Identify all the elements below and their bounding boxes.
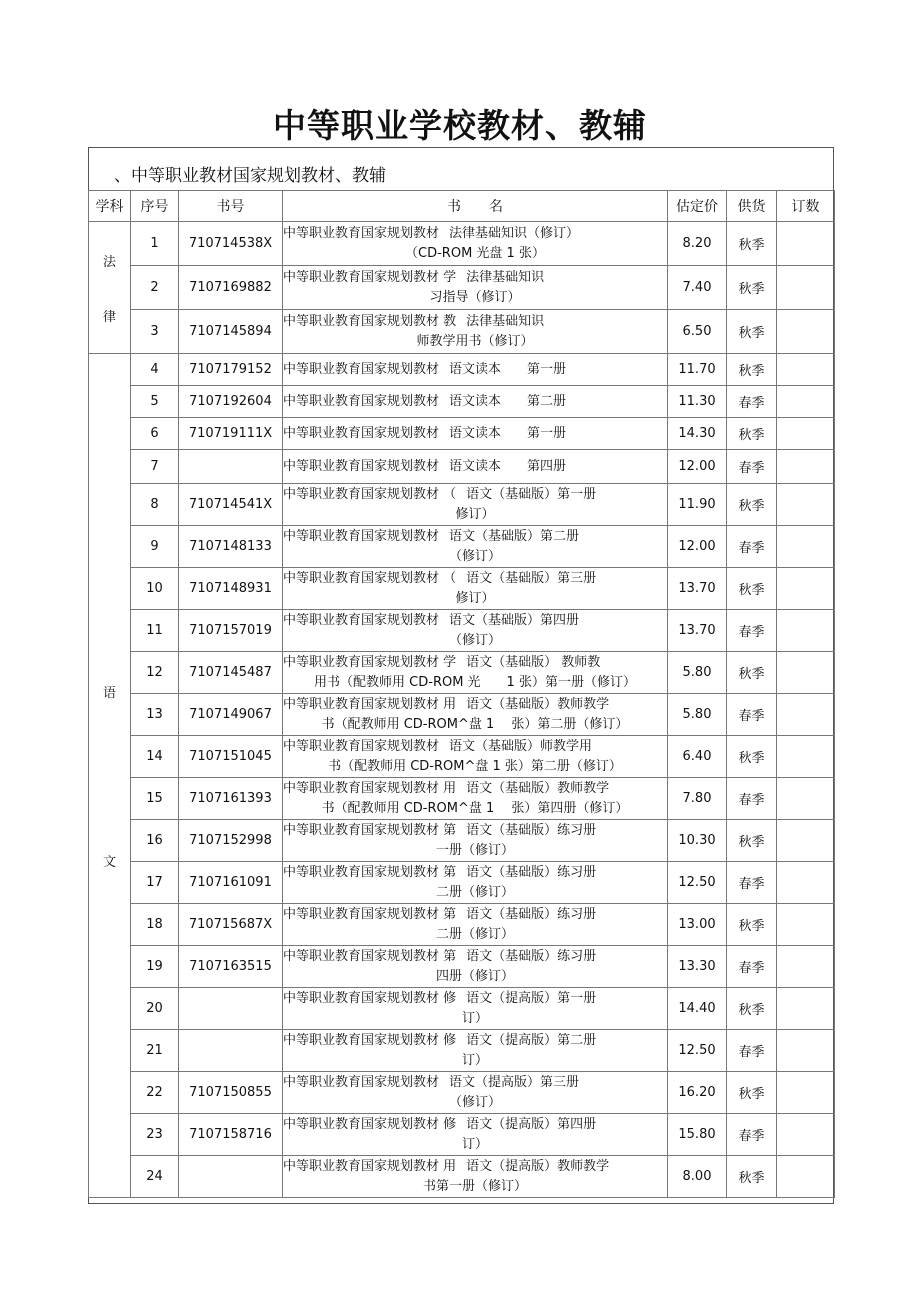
series-text: 中等职业教育国家规划教材 第 xyxy=(283,822,457,838)
supply-cell: 秋季 xyxy=(727,988,777,1030)
name-continuation: 一册（修订） xyxy=(435,842,514,858)
supply-cell: 春季 xyxy=(727,610,777,652)
seq-cell: 14 xyxy=(131,736,179,778)
order-cell[interactable] xyxy=(777,1156,835,1198)
name-line xyxy=(283,424,667,444)
price-cell: 11.30 xyxy=(668,386,727,418)
seq-cell: 12 xyxy=(131,652,179,694)
header-price: 估定价 xyxy=(668,191,727,222)
name-cell xyxy=(283,988,668,1030)
name-line xyxy=(283,1157,667,1177)
order-cell[interactable] xyxy=(777,222,835,266)
book-title: 语文读本 第四册 xyxy=(449,458,567,474)
supply-cell: 秋季 xyxy=(727,418,777,450)
name-line xyxy=(283,360,667,380)
isbn-cell: 710714541X xyxy=(179,484,283,526)
price-cell: 11.90 xyxy=(668,484,727,526)
isbn-cell: 7107169882 xyxy=(179,266,283,310)
seq-cell: 15 xyxy=(131,778,179,820)
order-cell[interactable] xyxy=(777,946,835,988)
order-cell[interactable] xyxy=(777,418,835,450)
name-line xyxy=(283,1115,667,1135)
name-cell xyxy=(283,820,668,862)
name-continuation: （修订） xyxy=(448,1094,501,1110)
book-title: 语文（提高版）第二册 xyxy=(466,1032,597,1048)
table-row xyxy=(89,526,835,568)
name-continuation: 修订） xyxy=(455,506,495,522)
series-text: 中等职业教育国家规划教材 用 xyxy=(283,780,457,796)
name-cell xyxy=(283,1114,668,1156)
name-cell xyxy=(283,904,668,946)
section-heading: 、中等职业教材国家规划教材、教辅 xyxy=(114,166,386,186)
name-cell xyxy=(283,310,668,354)
name-cell xyxy=(283,222,668,266)
order-cell[interactable] xyxy=(777,1114,835,1156)
order-cell[interactable] xyxy=(777,904,835,946)
name-line xyxy=(283,653,667,673)
table-row xyxy=(89,418,835,450)
name-continuation: 书（配教师用 CD-ROM^盘 1 张）第二册（修订） xyxy=(328,758,622,774)
supply-cell: 春季 xyxy=(727,694,777,736)
name-continuation: （修订） xyxy=(448,632,501,648)
isbn-cell: 7107161091 xyxy=(179,862,283,904)
price-cell: 12.00 xyxy=(668,450,727,484)
seq-cell: 19 xyxy=(131,946,179,988)
book-title: 语文读本 第二册 xyxy=(449,393,567,409)
table-row xyxy=(89,904,835,946)
name-line xyxy=(283,392,667,412)
book-title: 语文（基础版）第二册 xyxy=(449,528,580,544)
order-cell[interactable] xyxy=(777,862,835,904)
name-continuation: （修订） xyxy=(448,548,501,564)
name-continuation: 四册（修订） xyxy=(435,968,514,984)
book-title: 语文（基础版）第一册 xyxy=(466,486,597,502)
order-cell[interactable] xyxy=(777,652,835,694)
name-continuation: 修订） xyxy=(455,590,495,606)
supply-cell: 秋季 xyxy=(727,1156,777,1198)
table-row xyxy=(89,222,835,266)
name-line xyxy=(283,737,667,757)
price-cell: 12.50 xyxy=(668,1030,727,1072)
book-title: 语文（基础版）练习册 xyxy=(466,948,597,964)
header-seq: 序号 xyxy=(131,191,179,222)
header-order: 订数 xyxy=(777,191,835,222)
price-cell: 14.30 xyxy=(668,418,727,450)
book-title: 法律基础知识 xyxy=(466,269,545,285)
seq-cell: 2 xyxy=(131,266,179,310)
name-line xyxy=(283,905,667,925)
name-continuation: （CD-ROM 光盘 1 张） xyxy=(405,245,545,261)
subject-cell xyxy=(89,354,131,1198)
order-cell[interactable] xyxy=(777,694,835,736)
subject-char: 语 xyxy=(102,685,116,701)
table-row xyxy=(89,1114,835,1156)
name-cell xyxy=(283,1030,668,1072)
isbn-cell: 7107150855 xyxy=(179,1072,283,1114)
series-text: 中等职业教育国家规划教材 学 xyxy=(283,269,457,285)
subject-char: 法 xyxy=(102,254,116,270)
seq-cell: 4 xyxy=(131,354,179,386)
seq-cell: 6 xyxy=(131,418,179,450)
series-text: 中等职业教育国家规划教材 xyxy=(283,361,440,377)
order-cell[interactable] xyxy=(777,736,835,778)
page-title: 中等职业学校教材、教辅 xyxy=(273,106,647,145)
name-continuation: 书（配教师用 CD-ROM^盘 1 张）第四册（修订） xyxy=(321,800,629,816)
header-name: 书 名 xyxy=(283,191,668,222)
price-cell: 8.20 xyxy=(668,222,727,266)
book-title: 语文（提高版）第三册 xyxy=(449,1074,580,1090)
table-row xyxy=(89,1030,835,1072)
book-title: 语文读本 第一册 xyxy=(449,425,567,441)
seq-cell: 7 xyxy=(131,450,179,484)
book-title: 语文读本 第一册 xyxy=(449,361,567,377)
name-cell xyxy=(283,450,668,484)
supply-cell: 春季 xyxy=(727,946,777,988)
book-title: 语文（提高版）第四册 xyxy=(466,1116,597,1132)
isbn-cell: 7107148931 xyxy=(179,568,283,610)
table-row xyxy=(89,568,835,610)
book-title: 语文（提高版）教师教学 xyxy=(466,1158,610,1174)
price-cell: 5.80 xyxy=(668,694,727,736)
series-text: 中等职业教育国家规划教材 第 xyxy=(283,906,457,922)
order-cell[interactable] xyxy=(777,450,835,484)
supply-cell: 秋季 xyxy=(727,568,777,610)
isbn-cell: 7107149067 xyxy=(179,694,283,736)
order-cell[interactable] xyxy=(777,778,835,820)
supply-cell: 秋季 xyxy=(727,354,777,386)
price-cell: 8.00 xyxy=(668,1156,727,1198)
order-cell[interactable] xyxy=(777,568,835,610)
table-row xyxy=(89,450,835,484)
book-title: 语文（基础版）师教学用 xyxy=(449,738,593,754)
table-row xyxy=(89,354,835,386)
price-cell: 7.80 xyxy=(668,778,727,820)
series-text: 中等职业教育国家规划教材 第 xyxy=(283,948,457,964)
series-text: 中等职业教育国家规划教材 xyxy=(283,425,440,441)
seq-cell: 24 xyxy=(131,1156,179,1198)
name-line xyxy=(283,863,667,883)
subject-char: 律 xyxy=(102,309,116,325)
table-row xyxy=(89,266,835,310)
table-row xyxy=(89,386,835,418)
series-text: 中等职业教育国家规划教材 （ xyxy=(283,570,457,586)
name-continuation: 习指导（修订） xyxy=(429,289,521,305)
seq-cell: 9 xyxy=(131,526,179,568)
header-subject: 学科 xyxy=(89,191,131,222)
name-continuation: 二册（修订） xyxy=(435,926,514,942)
isbn-cell: 7107151045 xyxy=(179,736,283,778)
name-continuation: 订） xyxy=(461,1136,488,1152)
name-cell xyxy=(283,386,668,418)
supply-cell: 秋季 xyxy=(727,1072,777,1114)
order-cell[interactable] xyxy=(777,386,835,418)
series-text: 中等职业教育国家规划教材 xyxy=(283,738,440,754)
name-line xyxy=(283,779,667,799)
seq-cell: 22 xyxy=(131,1072,179,1114)
supply-cell: 秋季 xyxy=(727,310,777,354)
series-text: 中等职业教育国家规划教材 用 xyxy=(283,1158,457,1174)
table-row xyxy=(89,862,835,904)
name-continuation: 订） xyxy=(461,1010,488,1026)
supply-cell: 春季 xyxy=(727,1030,777,1072)
name-continuation: 书第一册（修订） xyxy=(422,1178,527,1194)
seq-cell: 21 xyxy=(131,1030,179,1072)
name-line xyxy=(283,989,667,1009)
isbn-cell: 7107157019 xyxy=(179,610,283,652)
isbn-cell: 710714538X xyxy=(179,222,283,266)
supply-cell: 秋季 xyxy=(727,820,777,862)
name-cell xyxy=(283,778,668,820)
name-cell xyxy=(283,484,668,526)
price-cell: 7.40 xyxy=(668,266,727,310)
book-title: 法律基础知识 xyxy=(466,313,545,329)
price-cell: 13.00 xyxy=(668,904,727,946)
price-cell: 14.40 xyxy=(668,988,727,1030)
supply-cell: 秋季 xyxy=(727,222,777,266)
price-cell: 12.00 xyxy=(668,526,727,568)
seq-cell: 8 xyxy=(131,484,179,526)
isbn-cell: 7107192604 xyxy=(179,386,283,418)
name-cell xyxy=(283,1156,668,1198)
name-cell xyxy=(283,418,668,450)
name-line xyxy=(283,457,667,477)
price-cell: 11.70 xyxy=(668,354,727,386)
isbn-cell: 710715687X xyxy=(179,904,283,946)
price-cell: 10.30 xyxy=(668,820,727,862)
book-title: 语文（提高版）第一册 xyxy=(466,990,597,1006)
isbn-cell: 7107152998 xyxy=(179,820,283,862)
supply-cell: 春季 xyxy=(727,1114,777,1156)
name-cell xyxy=(283,1072,668,1114)
isbn-cell xyxy=(179,1156,283,1198)
name-line xyxy=(283,527,667,547)
name-cell xyxy=(283,946,668,988)
order-cell[interactable] xyxy=(777,988,835,1030)
price-cell: 6.40 xyxy=(668,736,727,778)
name-cell xyxy=(283,354,668,386)
series-text: 中等职业教育国家规划教材 （ xyxy=(283,486,457,502)
series-text: 中等职业教育国家规划教材 xyxy=(283,528,440,544)
table-row xyxy=(89,1156,835,1198)
table-row xyxy=(89,310,835,354)
series-text: 中等职业教育国家规划教材 xyxy=(283,458,440,474)
series-text: 中等职业教育国家规划教材 学 xyxy=(283,654,457,670)
name-line xyxy=(283,268,667,288)
order-cell[interactable] xyxy=(777,1030,835,1072)
name-line xyxy=(283,224,667,244)
seq-cell: 3 xyxy=(131,310,179,354)
supply-cell: 秋季 xyxy=(727,904,777,946)
seq-cell: 17 xyxy=(131,862,179,904)
seq-cell: 11 xyxy=(131,610,179,652)
table-row xyxy=(89,736,835,778)
name-line xyxy=(283,821,667,841)
name-cell xyxy=(283,652,668,694)
name-continuation: 师教学用书（修订） xyxy=(416,333,534,349)
book-title: 语文（基础版）练习册 xyxy=(466,822,597,838)
book-title: 语文（基础版）第三册 xyxy=(466,570,597,586)
table-header-row xyxy=(89,191,835,222)
series-text: 中等职业教育国家规划教材 用 xyxy=(283,696,457,712)
table-row xyxy=(89,484,835,526)
order-cell[interactable] xyxy=(777,310,835,354)
book-title: 语文（基础版）练习册 xyxy=(466,864,597,880)
isbn-cell: 7107179152 xyxy=(179,354,283,386)
isbn-cell xyxy=(179,1030,283,1072)
book-title: 语文（基础版）第四册 xyxy=(449,612,580,628)
table-row xyxy=(89,820,835,862)
seq-cell: 13 xyxy=(131,694,179,736)
name-cell xyxy=(283,266,668,310)
name-line xyxy=(283,569,667,589)
series-text: 中等职业教育国家规划教材 教 xyxy=(283,313,457,329)
name-line xyxy=(283,611,667,631)
series-text: 中等职业教育国家规划教材 修 xyxy=(283,990,457,1006)
header-supply: 供货 xyxy=(727,191,777,222)
table-body xyxy=(89,222,835,1198)
book-title: 法律基础知识（修订） xyxy=(449,225,580,241)
price-cell: 13.30 xyxy=(668,946,727,988)
table-row xyxy=(89,652,835,694)
order-cell[interactable] xyxy=(777,1072,835,1114)
table-row xyxy=(89,1072,835,1114)
series-text: 中等职业教育国家规划教材 第 xyxy=(283,864,457,880)
subject-cell xyxy=(89,222,131,354)
name-cell xyxy=(283,526,668,568)
isbn-cell: 7107148133 xyxy=(179,526,283,568)
table-row xyxy=(89,694,835,736)
series-text: 中等职业教育国家规划教材 xyxy=(283,612,440,628)
price-cell: 15.80 xyxy=(668,1114,727,1156)
series-text: 中等职业教育国家规划教材 xyxy=(283,225,440,241)
price-cell: 13.70 xyxy=(668,568,727,610)
order-cell[interactable] xyxy=(777,526,835,568)
name-continuation: 用书（配教师用 CD-ROM 光 1 张）第一册（修订） xyxy=(314,674,636,690)
seq-cell: 1 xyxy=(131,222,179,266)
supply-cell: 春季 xyxy=(727,778,777,820)
isbn-cell xyxy=(179,988,283,1030)
isbn-cell: 7107163515 xyxy=(179,946,283,988)
order-cell[interactable] xyxy=(777,610,835,652)
order-cell[interactable] xyxy=(777,484,835,526)
name-line xyxy=(283,1073,667,1093)
seq-cell: 23 xyxy=(131,1114,179,1156)
name-line xyxy=(283,1031,667,1051)
supply-cell: 春季 xyxy=(727,862,777,904)
name-cell xyxy=(283,694,668,736)
price-cell: 13.70 xyxy=(668,610,727,652)
table-row xyxy=(89,946,835,988)
table-row xyxy=(89,988,835,1030)
header-isbn: 书号 xyxy=(179,191,283,222)
series-text: 中等职业教育国家规划教材 修 xyxy=(283,1116,457,1132)
name-continuation: 书（配教师用 CD-ROM^盘 1 张）第二册（修订） xyxy=(321,716,629,732)
isbn-cell: 7107145894 xyxy=(179,310,283,354)
name-continuation: 订） xyxy=(461,1052,488,1068)
name-line xyxy=(283,695,667,715)
isbn-cell xyxy=(179,450,283,484)
book-title: 语文（基础版）教师教学 xyxy=(466,780,610,796)
supply-cell: 秋季 xyxy=(727,266,777,310)
seq-cell: 10 xyxy=(131,568,179,610)
isbn-cell: 7107161393 xyxy=(179,778,283,820)
order-cell[interactable] xyxy=(777,820,835,862)
book-title: 语文（基础版） 教师教 xyxy=(466,654,601,670)
supply-cell: 秋季 xyxy=(727,484,777,526)
subject-char: 文 xyxy=(102,854,116,870)
seq-cell: 5 xyxy=(131,386,179,418)
book-title: 语文（基础版）练习册 xyxy=(466,906,597,922)
series-text: 中等职业教育国家规划教材 xyxy=(283,1074,440,1090)
supply-cell: 秋季 xyxy=(727,652,777,694)
supply-cell: 春季 xyxy=(727,526,777,568)
name-line xyxy=(283,947,667,967)
book-title: 语文（基础版）教师教学 xyxy=(466,696,610,712)
name-continuation: 二册（修订） xyxy=(435,884,514,900)
price-cell: 6.50 xyxy=(668,310,727,354)
series-text: 中等职业教育国家规划教材 xyxy=(283,393,440,409)
name-cell xyxy=(283,736,668,778)
name-line xyxy=(283,485,667,505)
table-row xyxy=(89,610,835,652)
seq-cell: 20 xyxy=(131,988,179,1030)
order-cell[interactable] xyxy=(777,266,835,310)
supply-cell: 春季 xyxy=(727,386,777,418)
name-cell xyxy=(283,568,668,610)
supply-cell: 春季 xyxy=(727,450,777,484)
price-cell: 5.80 xyxy=(668,652,727,694)
isbn-cell: 710719111X xyxy=(179,418,283,450)
name-cell xyxy=(283,610,668,652)
table-row xyxy=(89,778,835,820)
name-cell xyxy=(283,862,668,904)
order-cell[interactable] xyxy=(777,354,835,386)
isbn-cell: 7107145487 xyxy=(179,652,283,694)
isbn-cell: 7107158716 xyxy=(179,1114,283,1156)
price-cell: 16.20 xyxy=(668,1072,727,1114)
seq-cell: 18 xyxy=(131,904,179,946)
price-cell: 12.50 xyxy=(668,862,727,904)
book-table xyxy=(88,190,835,1198)
series-text: 中等职业教育国家规划教材 修 xyxy=(283,1032,457,1048)
supply-cell: 秋季 xyxy=(727,736,777,778)
seq-cell: 16 xyxy=(131,820,179,862)
name-line xyxy=(283,312,667,332)
